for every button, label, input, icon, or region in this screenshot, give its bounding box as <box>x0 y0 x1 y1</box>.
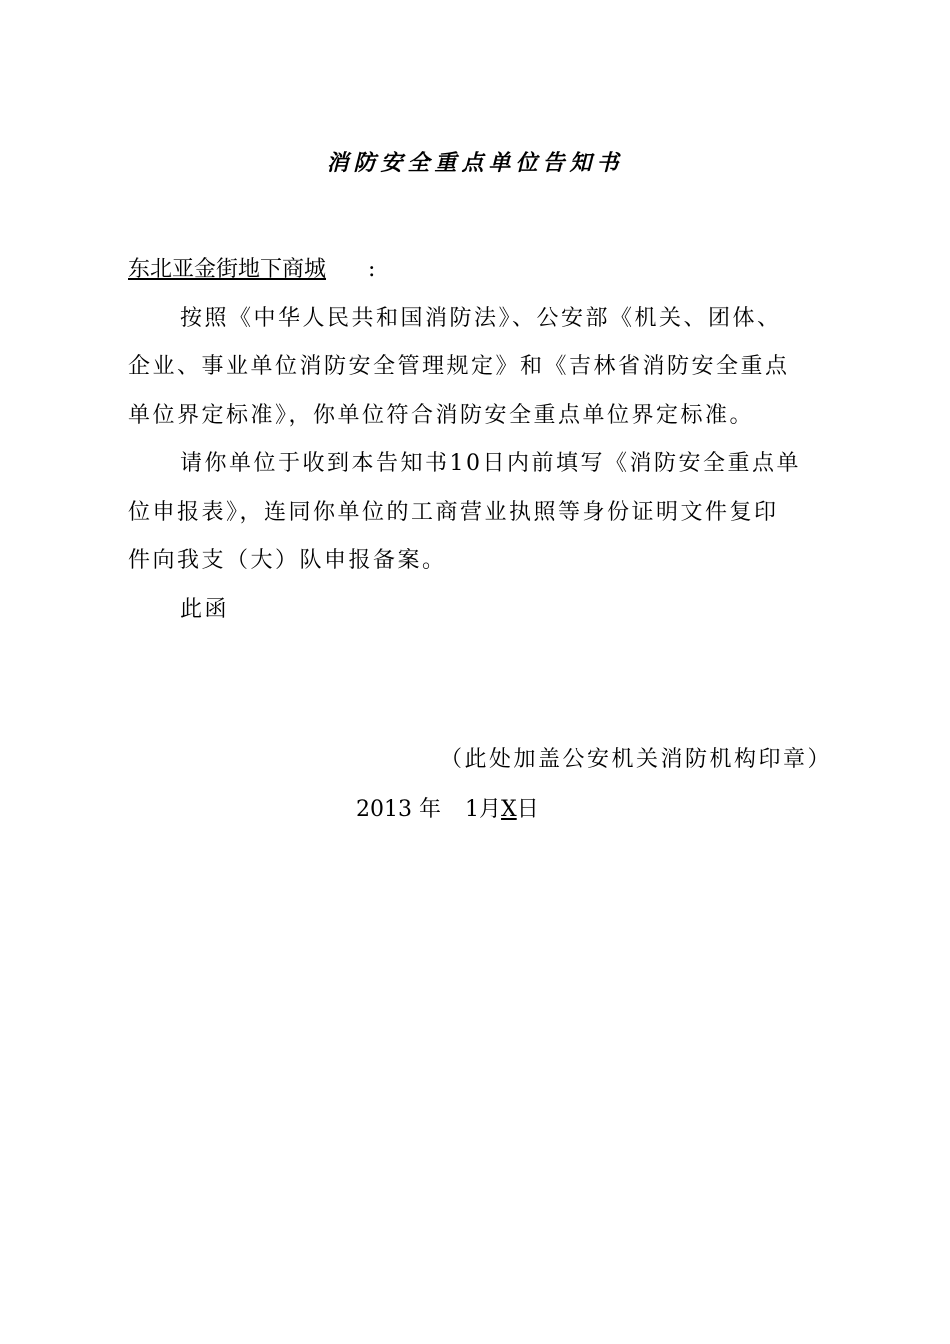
date-year-unit: 年 <box>419 797 442 822</box>
paragraph-1-line-2: 企业、事业单位消防安全管理规定》和《吉林省消防安全重点 <box>128 354 790 379</box>
closing-line: 此函 <box>180 596 230 622</box>
paragraph-1-line-1: 按照《中华人民共和国消防法》、公安部《机关、团体、 <box>180 305 782 331</box>
paragraph-2-line-1: 请你单位于收到本告知书10日内前填写《消防安全重点单 <box>180 451 801 476</box>
addressee-line <box>128 246 832 295</box>
document-date <box>356 792 539 823</box>
document-body <box>128 246 832 634</box>
paragraph-2-line-2: 位申报表》，连同你单位的工商营业执照等身份证明文件复印 <box>128 499 779 525</box>
document-title: 消防安全重点单位告知书 <box>326 150 624 176</box>
addressee-colon: : <box>368 257 378 282</box>
addressee-name: 东北亚金街地下商城 <box>128 257 327 282</box>
date-day: X <box>501 797 517 822</box>
paragraph-1-line-3: 单位界定标准》，你单位符合消防安全重点单位界定标准。 <box>128 402 755 428</box>
stamp-note: （此处加盖公安机关消防机构印章） <box>439 747 832 772</box>
date-month: 1 <box>465 797 480 822</box>
paragraph-2-line-3: 件向我支（大）队申报备案。 <box>128 548 447 573</box>
date-month-unit: 月 <box>479 797 502 822</box>
date-day-unit: 日 <box>516 797 539 822</box>
date-year: 2013 <box>356 797 412 822</box>
